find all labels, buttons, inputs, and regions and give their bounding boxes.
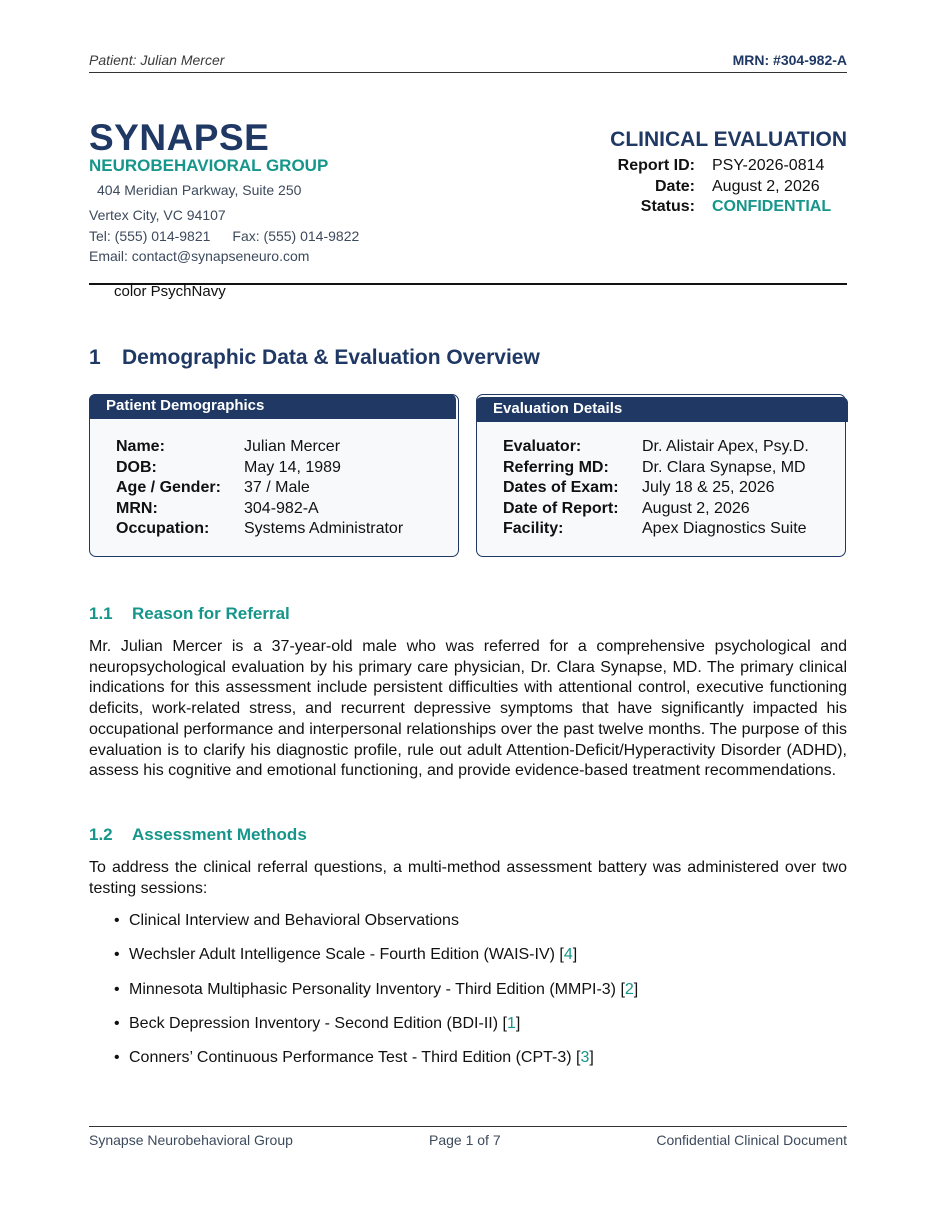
info-value: July 18 & 25, 2026 — [642, 479, 775, 497]
info-label: Evaluator: — [503, 438, 582, 455]
citation-link[interactable]: 4 — [563, 946, 573, 964]
info-value: Apex Diagnostics Suite — [642, 520, 807, 538]
list-item-text: Beck Depression Inventory - Second Edition (BDI-II) — [129, 1014, 499, 1032]
list-item: • Wechsler Adult Intelligence Scale - Fourth Edition (WAIS-IV) [4] — [114, 946, 578, 964]
info-row — [503, 479, 809, 500]
info-label: Referring MD: — [503, 458, 609, 476]
subsection-number: 1.2 — [89, 825, 113, 844]
list-item: • Conners’ Continuous Performance Test - Third Edition (CPT-3) [3] — [114, 1049, 594, 1067]
section-title: Demographic Data & Evaluation Overview — [122, 346, 540, 369]
report-field-value: CONFIDENTIAL — [712, 198, 832, 215]
section-number: 1 — [89, 346, 101, 369]
info-value: Dr. Clara Synapse, MD — [642, 458, 806, 476]
report-field-label: Status: — [640, 198, 695, 215]
section-1-heading — [89, 346, 540, 370]
address-line-1: 404 Meridian Parkway, Suite 250 — [97, 182, 302, 198]
footer-confidential: Confidential Clinical Document — [656, 1132, 847, 1148]
footer-org: Synapse Neurobehavioral Group — [89, 1132, 293, 1148]
methods-intro: To address the clinical referral questions, a multi-method assessment battery was administered over two testing sessions: — [89, 859, 847, 897]
box-title: Evaluation Details — [476, 397, 848, 422]
list-item-text: Minnesota Multiphasic Personality Inventory - Third Edition (MMPI-3) — [129, 980, 616, 998]
list-item-text: Clinical Interview and Behavioral Observations — [129, 912, 459, 929]
report-info — [610, 127, 847, 153]
info-value: Julian Mercer — [244, 438, 341, 455]
page-footer — [89, 1126, 847, 1152]
brand-name: SYNAPSE — [89, 117, 270, 158]
info-value: Dr. Alistair Apex, Psy.D. — [642, 438, 809, 455]
contact-email: Email: contact@synapseneuro.com — [89, 248, 310, 264]
report-title: CLINICAL EVALUATION — [610, 128, 847, 151]
header-mrn: MRN: #304-982-A — [732, 52, 847, 68]
info-row — [116, 438, 403, 459]
info-value: Systems Administrator — [244, 520, 404, 538]
citation-link[interactable]: 1 — [506, 1014, 516, 1032]
bullet-icon: • — [114, 1049, 120, 1067]
section-1-1-heading — [89, 604, 290, 624]
list-item: • Minnesota Multiphasic Personality Inventory - Third Edition (MMPI-3) [2] — [114, 980, 639, 998]
citation-link[interactable]: 2 — [624, 980, 634, 998]
box-title: Patient Demographics — [89, 394, 456, 419]
brand-subtitle: NEUROBEHAVIORAL GROUP — [89, 156, 329, 175]
info-row — [503, 500, 809, 521]
bullet-icon: • — [114, 912, 120, 929]
info-row — [116, 479, 403, 500]
report-field-row — [587, 198, 847, 218]
assessment-list — [114, 912, 638, 1083]
report-field-label: Date: — [654, 178, 695, 195]
citation-link[interactable]: 3 — [580, 1049, 590, 1067]
info-row — [503, 520, 809, 541]
info-label: MRN: — [116, 499, 158, 517]
referral-paragraph: Mr. Julian Mercer is a 37-year-old male who was referred for a comprehensive psychological and neuropsychological evaluation by his primary care physician, Dr. Clara Synapse, MD. The primary clinical indications for this assessment include persistent difficulties with attentional control, executive functioning deficits, work-related stress, and recurrent depressive symptoms that have significantly impacted his occupational performance and interpersonal relationships over the past twelve months. The purpose of this evaluation is to clarify his diagnostic profile, rule out adult Attention-Deficit/Hyperactivity Disorder (ADHD), assess his cognitive and emotional functioning, and provide evidence-based treatment recommendations. — [89, 638, 847, 780]
subsection-title: Reason for Referral — [132, 604, 290, 623]
list-item-text: Wechsler Adult Intelligence Scale - Fourth Edition (WAIS-IV) — [129, 946, 555, 964]
info-value: 37 / Male — [244, 479, 310, 497]
info-label: Age / Gender: — [116, 479, 221, 497]
evaluation-details-box — [476, 394, 846, 557]
demographics-rows — [116, 438, 403, 541]
stray-text: color PsychNavy — [114, 283, 226, 300]
info-row — [116, 459, 403, 480]
section-1-2-heading — [89, 825, 307, 845]
list-item-text: Conners’ Continuous Performance Test - Third Edition (CPT-3) — [129, 1049, 572, 1067]
info-label: DOB: — [116, 458, 157, 476]
report-field-row — [587, 157, 847, 177]
patient-demographics-box — [89, 394, 459, 557]
bullet-icon: • — [114, 980, 120, 998]
report-field-value: August 2, 2026 — [712, 178, 820, 195]
info-row — [116, 520, 403, 541]
bullet-icon: • — [114, 1014, 120, 1032]
info-row — [503, 459, 809, 480]
info-value: 304-982-A — [244, 499, 319, 517]
running-header — [89, 52, 847, 73]
info-row — [503, 438, 809, 459]
subsection-number: 1.1 — [89, 604, 113, 623]
info-value: May 14, 1989 — [244, 458, 341, 476]
list-item: • Beck Depression Inventory - Second Edition (BDI-II) [1] — [114, 1014, 521, 1032]
footer-page-number: Page 1 of 7 — [429, 1132, 501, 1148]
address-line-2: Vertex City, VC 94107 — [89, 207, 226, 223]
report-field-row — [587, 178, 847, 198]
info-label: Date of Report: — [503, 499, 619, 517]
subsection-title: Assessment Methods — [132, 825, 307, 844]
bullet-icon: • — [114, 946, 120, 964]
letterhead-brand — [89, 118, 328, 176]
info-label: Dates of Exam: — [503, 479, 619, 497]
info-label: Name: — [116, 438, 165, 455]
tel-number: Tel: (555) 014-9821 — [89, 228, 211, 244]
info-label: Occupation: — [116, 520, 210, 538]
report-field-label: Report ID: — [617, 157, 695, 174]
info-row — [116, 500, 403, 521]
info-value: August 2, 2026 — [642, 499, 750, 517]
report-field-value: PSY-2026-0814 — [712, 157, 825, 174]
header-patient-name: Patient: Julian Mercer — [89, 52, 225, 68]
info-label: Facility: — [503, 520, 564, 538]
evaluation-rows — [503, 438, 809, 541]
list-item — [114, 912, 638, 946]
fax-number: Fax: (555) 014-9822 — [232, 228, 360, 244]
contact-phone-line — [89, 228, 359, 244]
